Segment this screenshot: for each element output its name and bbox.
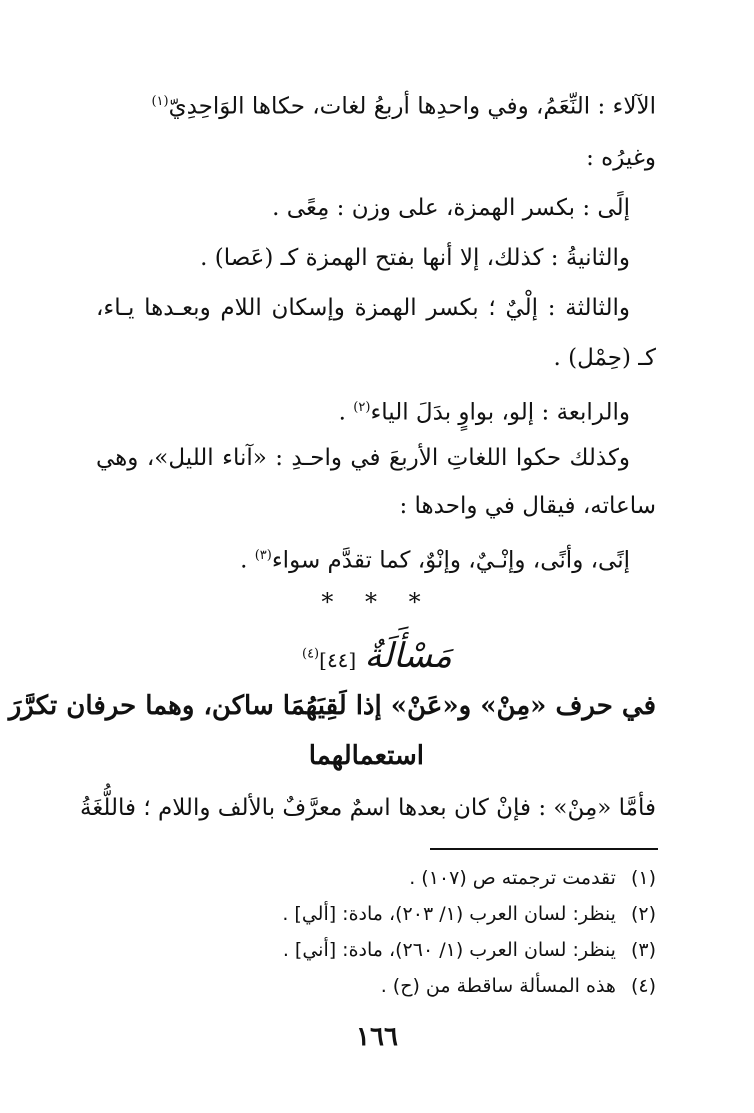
body-line-2: وغيرُه : bbox=[586, 145, 656, 171]
masala-word: مَسْأَلَةٌ bbox=[364, 636, 452, 676]
body-line-6: كـ (حِمْل) . bbox=[553, 345, 656, 371]
body-line-10 bbox=[96, 536, 630, 581]
heading-line-2: استعمالهما bbox=[308, 741, 424, 771]
footnote-4-number: (٤) bbox=[630, 975, 656, 997]
footnote-ref-3[interactable]: (٣) bbox=[254, 548, 272, 563]
body-line-4: والثانيةُ : كذلك، إلا أنها بفتح الهمزة كـ (عَصا) . bbox=[200, 245, 630, 271]
body-line-10-end: . bbox=[240, 547, 255, 574]
masala-number: [٤٤] bbox=[319, 648, 357, 672]
footnote-3-number: (٣) bbox=[630, 939, 656, 961]
footnote-2-number: (٢) bbox=[630, 903, 656, 925]
footnote-ref-4[interactable]: (٤) bbox=[301, 646, 320, 662]
footnote-2-text: ينظر: لسان العرب (١/ ٢٠٣)، مادة: [ألي] . bbox=[282, 903, 616, 925]
footnote-1 bbox=[96, 862, 656, 894]
footnote-ref-2[interactable]: (٢) bbox=[353, 400, 371, 415]
body-line-1 bbox=[96, 82, 656, 127]
heading-line-1: في حرف «مِنْ» و«عَنْ» إذا لَقِيَهُمَا ساكن، وهما حرفان تكرَّرَ bbox=[8, 691, 656, 721]
footnote-ref-1[interactable]: (١) bbox=[151, 94, 169, 109]
footnote-4-text: هذه المسألة ساقطة من (ح) . bbox=[380, 975, 616, 997]
body-line-7 bbox=[96, 388, 630, 433]
body-line-7-text: والرابعة : إلو، بواوٍ بدَلَ الياء bbox=[370, 399, 630, 426]
body-line-7-end: . bbox=[338, 399, 354, 426]
footnote-3-text: ينظر: لسان العرب (١/ ٢٦٠)، مادة: [أني] . bbox=[282, 939, 616, 961]
body-line-8: وكذلك حكوا اللغاتِ الأربعَ في واحـدِ : «آناء الليل»، وهي bbox=[96, 445, 630, 471]
body-line-3: إلًى : بكسر الهمزة، على وزن : مِعًى . bbox=[272, 195, 630, 221]
body-line-5: والثالثة : إلْيٌ ؛ بكسر الهمزة وإسكان اللام وبعـدها يـاء، bbox=[96, 295, 630, 321]
footnote-divider bbox=[430, 848, 658, 850]
body-line-10-text: إنًى، وأنًى، وإنْـيٌ، وإنْوٌ، كما تقدَّم سواء bbox=[271, 547, 630, 574]
footnote-3 bbox=[96, 934, 656, 966]
page-number: ١٦٦ bbox=[356, 1022, 398, 1052]
footnote-1-number: (١) bbox=[630, 867, 656, 889]
footnote-2 bbox=[96, 898, 656, 930]
section-separator: * * * bbox=[321, 588, 433, 616]
masala-title bbox=[0, 636, 754, 676]
footnote-4 bbox=[96, 970, 656, 1002]
body-line-1-text: الآلاء : النِّعَمُ، وفي واحدِها أربعُ لغات، حكاها الوَاحِدِيّ bbox=[168, 93, 656, 120]
body2-line-1: فأمَّا «مِنْ» : فإنْ كان بعدها اسمٌ معرَّفٌ بالألف واللام ؛ فاللُّغَةُ bbox=[79, 795, 656, 821]
footnote-1-text: تقدمت ترجمته ص (١٠٧) . bbox=[409, 867, 616, 889]
body-line-9: ساعاته، فيقال في واحدها : bbox=[399, 493, 656, 519]
